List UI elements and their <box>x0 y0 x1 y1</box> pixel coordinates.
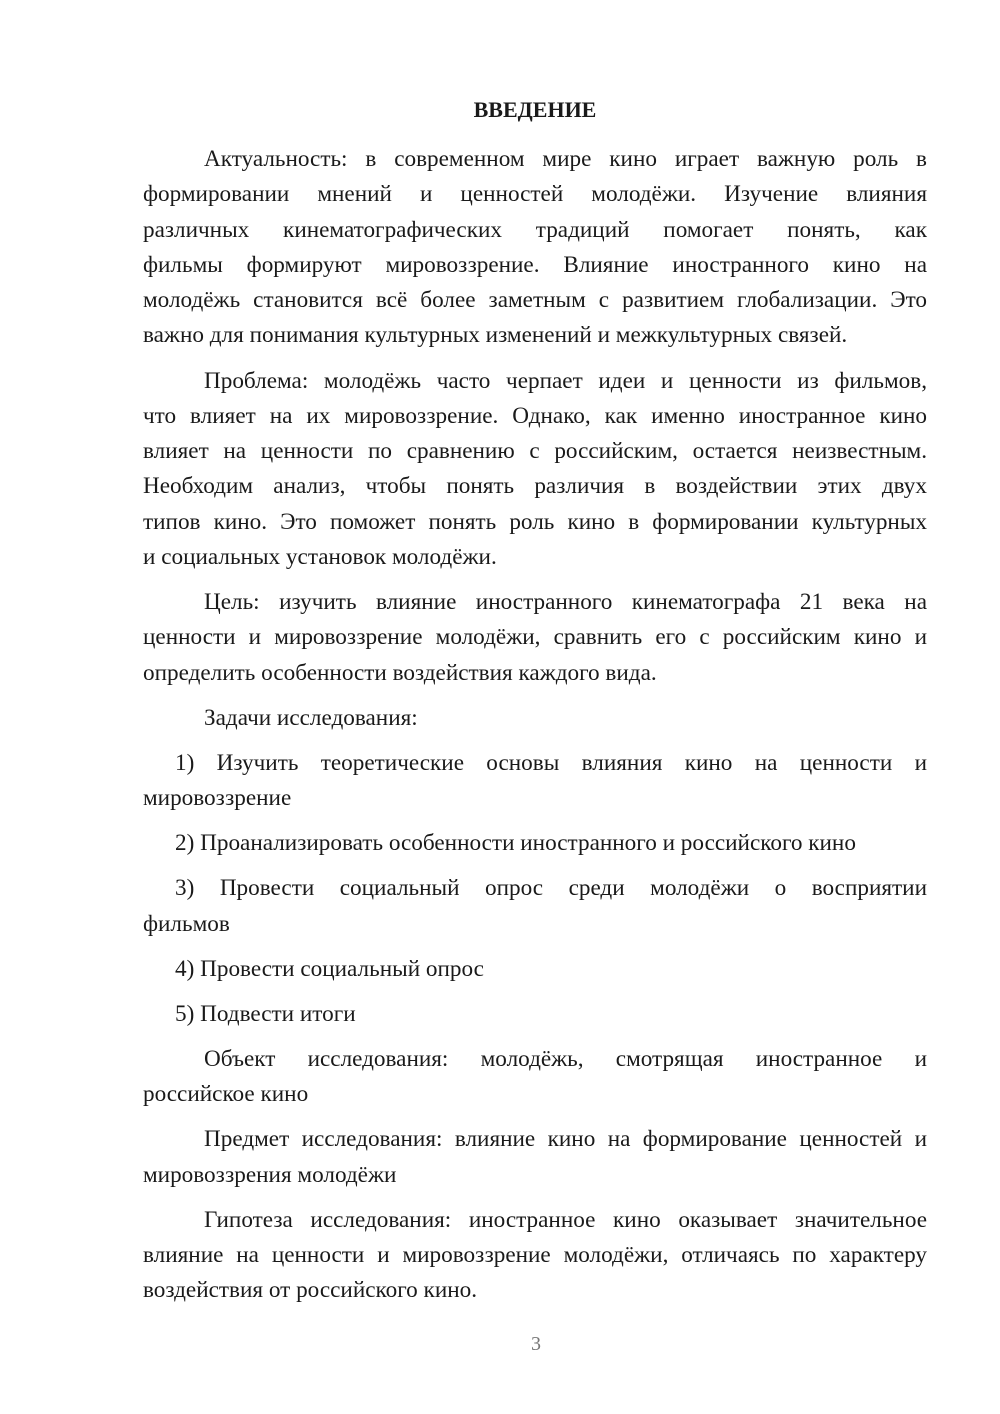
text-line: Задачи исследования: <box>204 704 418 731</box>
paragraph <box>143 585 927 691</box>
text-line: фильмы формируют мировоззрение. Влияние иностранного кино на <box>143 251 927 278</box>
text-line: и социальных установок молодёжи. <box>143 544 497 571</box>
text-line: важно для понимания культурных изменений и межкультурных связей. <box>143 322 848 349</box>
text-line: Объект исследования: молодёжь, смотрящая иностранное и <box>204 1046 927 1072</box>
paragraph <box>143 142 927 354</box>
task-list-item <box>143 952 927 987</box>
document-body <box>143 142 927 1309</box>
text-line: 3) Провести социальный опрос среди молодёжи о восприятии <box>175 875 927 902</box>
text-line: 5) Подвести итоги <box>175 1000 356 1027</box>
text-line: российское кино <box>143 1081 309 1108</box>
text-line: 4) Провести социальный опрос <box>175 955 484 982</box>
paragraph <box>143 1042 927 1113</box>
page-number: 3 <box>531 1333 541 1355</box>
task-list-item <box>143 826 927 861</box>
text-line: Предмет исследования: влияние кино на формирование ценностей и <box>204 1126 927 1153</box>
text-line: фильмов <box>143 910 230 937</box>
text-line: типов кино. Это поможет понять роль кино в формировании культурных <box>143 508 927 535</box>
text-line: молодёжь становится всё более заметным с развитием глобализации. Это <box>143 287 927 314</box>
text-line: Необходим анализ, чтобы понять различия в воздействии этих двух <box>143 473 927 500</box>
task-list-item <box>143 871 927 942</box>
text-line: различных кинематографических традиций помогает понять, как <box>143 216 927 243</box>
task-list-item <box>143 997 927 1032</box>
text-line: мировоззрение <box>143 785 292 812</box>
document-page <box>143 93 927 1318</box>
paragraph <box>143 1203 927 1309</box>
text-line: определить особенности воздействия каждого вида. <box>143 659 657 686</box>
text-line: влияние на ценности и мировоззрение молодёжи, отличаясь по характеру <box>143 1242 927 1269</box>
text-line: Проблема: молодёжь часто черпает идеи и ценности из фильмов, <box>204 367 927 394</box>
text-line: мировоззрения молодёжи <box>143 1161 397 1188</box>
text-line: воздействия от российского кино. <box>143 1277 478 1304</box>
paragraph <box>143 1122 927 1193</box>
task-list-item <box>143 746 927 817</box>
text-line: Гипотеза исследования: иностранное кино оказывает значительное <box>204 1206 927 1233</box>
text-line: 2) Проанализировать особенности иностранного и российского кино <box>175 830 856 857</box>
text-line: формировании мнений и ценностей молодёжи. Изучение влияния <box>143 181 927 208</box>
section-title: ВВЕДЕНИЕ <box>473 97 597 122</box>
paragraph <box>143 701 927 736</box>
paragraph <box>143 364 927 576</box>
text-line: Актуальность: в современном мире кино играет важную роль в <box>204 146 927 172</box>
text-line: 1) Изучить теоретические основы влияния кино на ценности и <box>175 749 927 776</box>
text-line: ценности и мировоззрение молодёжи, сравнить его с российским кино и <box>143 624 927 651</box>
text-line: влияет на ценности по сравнению с российским, остается неизвестным. <box>143 438 927 465</box>
text-line: Цель: изучить влияние иностранного кинематографа 21 века на <box>204 589 927 616</box>
text-line: что влияет на их мировоззрение. Однако, как именно иностранное кино <box>143 402 927 429</box>
